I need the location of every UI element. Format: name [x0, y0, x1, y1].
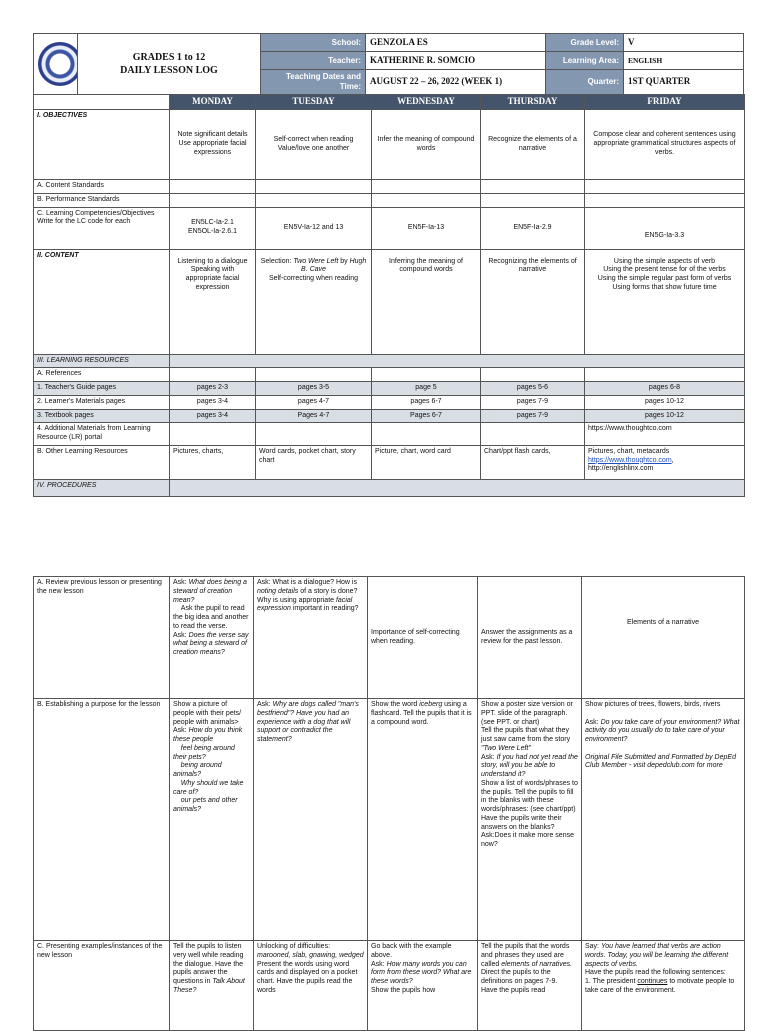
purpose-thursday: Show a poster size version or PPT. slide of the paragraph. (see PPT. or chart) Tell the pupils that what they just saw came from the story "Two Were Left" Ask: If you had not yet read the story, will you be able to understand it? Show a list of words/phrases to the pupils. Tell the pupils to fill in the blanks with these words/phrases: (see chart/ppt) Have the pupils write their answers on the blanks? Ask:Does it make more sense now?: [478, 699, 582, 941]
review-row: [34, 577, 745, 699]
row-label: A. Content Standards: [34, 180, 170, 194]
procedures-row: [34, 479, 745, 496]
objective-cell: Infer the meaning of compound words: [372, 110, 481, 180]
content-standards-row: [34, 180, 745, 194]
row-label: A. References: [34, 368, 170, 382]
area-value: ENGLISH: [624, 52, 744, 70]
other-cell-friday: Pictures, chart, metacards https://www.thoughtco.com, http://englishlinx.com: [585, 445, 745, 479]
tb-pages-row: [34, 409, 745, 423]
presenting-tuesday: Unlocking of difficulties: marooned, slab, gnawing, wedged Present the words using word cards and displayed on a pocket chart. Have the pupils read the words: [254, 941, 368, 1031]
other-cell: Picture, chart, word card: [372, 445, 481, 479]
englishlinx-link[interactable]: http://englishlinx.com: [588, 465, 654, 473]
purpose-row: [34, 699, 745, 941]
objectives-row: [34, 110, 745, 180]
tg-cell: pages 2-3: [170, 382, 256, 396]
content-row: [34, 249, 745, 354]
presenting-monday: Tell the pupils to listen very well while reading the dialogue. Have the pupils answer the questions in Talk About These?: [170, 941, 254, 1031]
content-cell-tuesday: Selection: Two Were Left by Hugh B. Cave Self-correcting when reading: [256, 249, 372, 354]
competencies-row: [34, 207, 745, 249]
objective-cell: Recognize the elements of a narrative: [481, 110, 585, 180]
objective-cell: Self-correct when reading Value/love one another: [256, 110, 372, 180]
references-row: [34, 368, 745, 382]
day-tuesday: TUESDAY: [256, 95, 372, 110]
row-label: IV. PROCEDURES: [34, 479, 170, 496]
purpose-friday: Show pictures of trees, flowers, birds, rivers Ask: Do you take care of your environment? What activity do you usually do to take care of your environment? Original File Submitted and Formatted by DepEd Club Member - visit depedclub.com for more: [582, 699, 745, 941]
additional-row: [34, 423, 745, 446]
row-label: III. LEARNING RESOURCES: [34, 354, 170, 368]
objective-cell: Note significant details Use appropriate facial expressions: [170, 110, 256, 180]
purpose-tuesday: Ask: Why are dogs called "man's bestfriend"? Have you had an experience with a dog that will support or contradict the statement?: [254, 699, 368, 941]
lm-cell: pages 3-4: [170, 395, 256, 409]
teacher-label: Teacher:: [261, 52, 366, 70]
review-wednesday: Importance of self-correcting when reading.: [368, 577, 478, 699]
header-table: [33, 33, 744, 95]
review-monday: Ask: What does being a steward of creation mean? Ask the pupil to read the big idea and another to read the verse. Ask: Does the verse say what being a steward of creation means?: [170, 577, 254, 699]
day-thursday: THURSDAY: [481, 95, 585, 110]
presenting-thursday: Tell the pupils that the words and phrases they used are called elements of narratives. Direct the pupils to the definitions on pages 7-9. Have the pupils read: [478, 941, 582, 1031]
content-cell: Recognizing the elements of narrative: [481, 249, 585, 354]
lm-cell: pages 10-12: [585, 395, 745, 409]
row-label: II. CONTENT: [34, 249, 170, 354]
tb-cell: Pages 6-7: [372, 409, 481, 423]
title-cell: [78, 34, 261, 95]
row-label: I. OBJECTIVES: [34, 110, 170, 180]
other-resources-row: [34, 445, 745, 479]
row-label: B. Other Learning Resources: [34, 445, 170, 479]
tg-cell: page 5: [372, 382, 481, 396]
tg-pages-row: [34, 382, 745, 396]
objective-cell: Compose clear and coherent sentences using appropriate grammatical structures aspects of verbs.: [585, 110, 745, 180]
quarter-value: 1ST QUARTER: [624, 70, 744, 95]
grade-label: Grade Level:: [546, 34, 624, 52]
row-label: 3. Textbook pages: [34, 409, 170, 423]
lm-pages-row: [34, 395, 745, 409]
performance-standards-row: [34, 193, 745, 207]
resources-row: [34, 354, 745, 368]
competency-cell: EN5F-Ia-2.9: [481, 207, 585, 249]
row-label: 2. Learner's Materials pages: [34, 395, 170, 409]
thoughtco-link[interactable]: https://www.thoughtco.com: [588, 456, 672, 464]
grade-value: V: [624, 34, 744, 52]
tg-cell: pages 3-5: [256, 382, 372, 396]
other-cell-text: Pictures, chart, metacards: [588, 447, 670, 455]
title-line-2: DAILY LESSON LOG: [120, 65, 218, 76]
procedures-table: [33, 576, 745, 1031]
logo-cell: [34, 34, 78, 95]
lm-cell: pages 7-9: [481, 395, 585, 409]
review-thursday: Answer the assignments as a review for the past lesson.: [478, 577, 582, 699]
competency-cell: EN5F-Ia-13: [372, 207, 481, 249]
other-cell: Word cards, pocket chart, story chart: [256, 445, 372, 479]
presenting-friday: Say: You have learned that verbs are action words. Today, you will be learning the different aspects of verbs. Have the pupils read the following sentences: 1. The president continues to motivate people to take care of the environment.: [582, 941, 745, 1031]
content-cell: Inferring the meaning of compound words: [372, 249, 481, 354]
tb-cell: pages 7-9: [481, 409, 585, 423]
dates-label: Teaching Dates and Time:: [261, 70, 366, 95]
content-cell: Listening to a dialogue Speaking with appropriate facial expression: [170, 249, 256, 354]
school-value: GENZOLA ES: [366, 34, 546, 52]
row-label: C. Presenting examples/instances of the new lesson: [34, 941, 170, 1031]
row-label: B. Establishing a purpose for the lesson: [34, 699, 170, 941]
row-label: 1. Teacher's Guide pages: [34, 382, 170, 396]
row-label: B. Performance Standards: [34, 193, 170, 207]
lm-cell: pages 6-7: [372, 395, 481, 409]
corner-cell: [34, 95, 170, 110]
purpose-wednesday: Show the word iceberg using a flashcard. Tell the pupils that it is a compound word.: [368, 699, 478, 941]
row-label: A. Review previous lesson or presenting the new lesson: [34, 577, 170, 699]
day-header-row: [34, 95, 745, 110]
school-label: School:: [261, 34, 366, 52]
row-label: 4. Additional Materials from Learning Resource (LR) portal: [34, 423, 170, 446]
quarter-label: Quarter:: [546, 70, 624, 95]
deped-seal-icon: [38, 42, 78, 86]
other-cell: Chart/ppt flash cards,: [481, 445, 585, 479]
review-friday: Elements of a narrative: [582, 577, 745, 699]
review-tuesday: Ask: What is a dialogue? How is noting details of a story is done? Why is using appropriate facial expression important in reading?: [254, 577, 368, 699]
lm-cell: pages 4-7: [256, 395, 372, 409]
content-cell: Using the simple aspects of verb Using the present tense for of the verbs Using the simple regular past form of verbs Using forms that show future time: [585, 249, 745, 354]
presenting-row: [34, 941, 745, 1031]
competency-cell: EN5G-Ia-3.3: [585, 207, 745, 249]
competency-cell: EN5LC-Ia-2.1 EN5OL-Ia-2.6.1: [170, 207, 256, 249]
day-wednesday: WEDNESDAY: [372, 95, 481, 110]
day-monday: MONDAY: [170, 95, 256, 110]
tb-cell: Pages 4-7: [256, 409, 372, 423]
day-friday: FRIDAY: [585, 95, 745, 110]
tg-cell: pages 6-8: [585, 382, 745, 396]
additional-cell: https://www.thoughtco.com: [585, 423, 745, 446]
dates-value: AUGUST 22 – 26, 2022 (WEEK 1): [366, 70, 546, 95]
competency-cell: EN5V-Ia-12 and 13: [256, 207, 372, 249]
title-line-1: GRADES 1 to 12: [132, 52, 206, 63]
lesson-log-table: [33, 94, 745, 497]
teacher-value: KATHERINE R. SOMCIO: [366, 52, 546, 70]
tg-cell: pages 5-6: [481, 382, 585, 396]
other-cell: Pictures, charts,: [170, 445, 256, 479]
area-label: Learning Area:: [546, 52, 624, 70]
presenting-wednesday: Go back with the example above. Ask: How many words you can form from these word? What are these words? Show the pupils how: [368, 941, 478, 1031]
row-label: C. Learning Competencies/Objectives Write for the LC code for each: [34, 207, 170, 249]
purpose-monday: Show a picture of people with their pets/ people with animals> Ask: How do you think these people feel being around their pets? being around animals? Why should we take care of? our pets and other animals?: [170, 699, 254, 941]
tb-cell: pages 3-4: [170, 409, 256, 423]
tb-cell: pages 10-12: [585, 409, 745, 423]
